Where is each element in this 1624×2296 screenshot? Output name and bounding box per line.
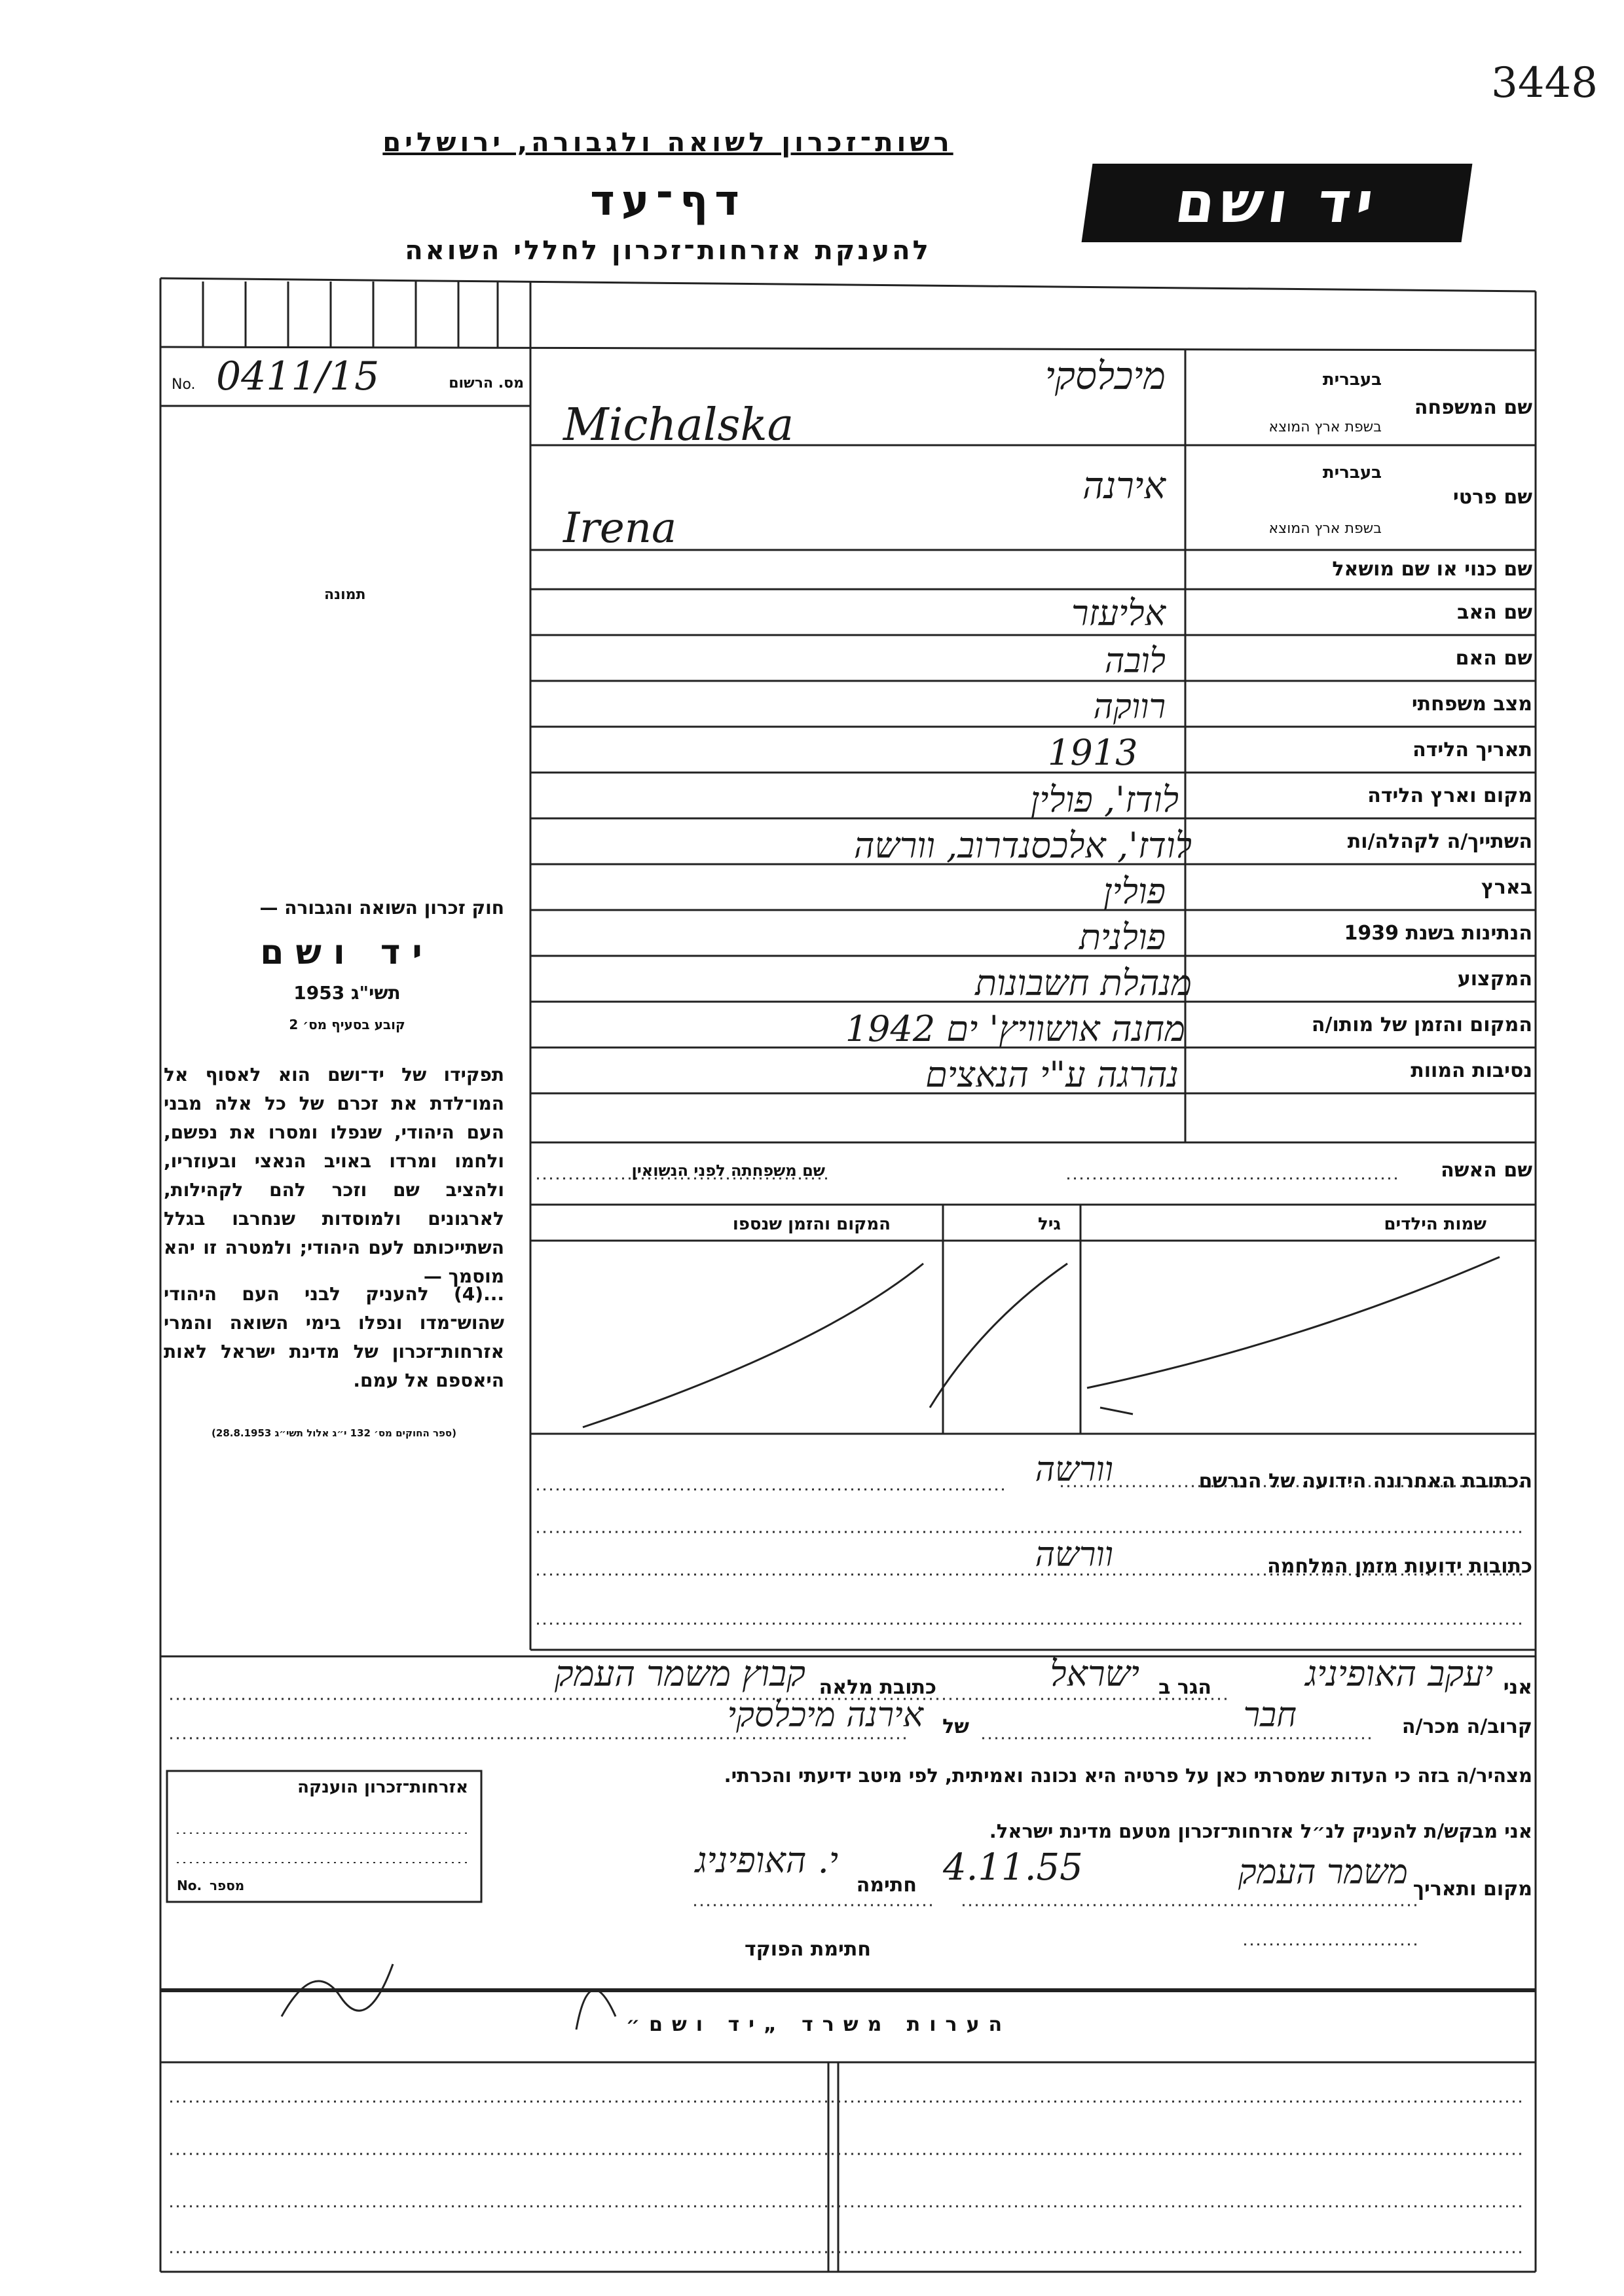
registration-no-label: No.: [172, 376, 196, 393]
value-circumstances: נהרגה ע"י הנאצים: [925, 1054, 1179, 1095]
label-first-origin: בשפת ארץ המוצא: [1268, 520, 1382, 537]
label-birth-place: מקום וארץ הלידה: [1367, 784, 1532, 807]
value-birth-date: 1913: [1048, 732, 1138, 773]
law-name: יד ושם: [260, 933, 434, 972]
value-father: אליעזר: [1071, 592, 1166, 634]
label-first-name: שם פרטי: [1452, 486, 1532, 509]
value-relation: חבר: [1243, 1696, 1297, 1735]
label-resides: הגר ב: [1158, 1676, 1211, 1699]
label-nationality: הנתינות בשנת 1939: [1344, 922, 1532, 945]
registration-label: מס. הרשום: [449, 375, 524, 392]
label-full-address: כתובת מלאה: [819, 1676, 936, 1699]
label-i: אני: [1503, 1676, 1532, 1699]
label-birth-date: תאריך הלידה: [1412, 738, 1532, 761]
sheet-number: 3448: [1491, 59, 1598, 107]
label-communities: השתייך/ה לקהלה/ות: [1347, 830, 1532, 853]
remarks-heading: הערות משרד „יד ושם״: [625, 2013, 1012, 2036]
law-reference: (ספר החוקים מס׳ 132 י״ג אלול תשי״ג 28.8.1953): [212, 1427, 456, 1439]
law-year: תשי"ג 1953: [293, 982, 401, 1004]
label-death: המקום והזמן של מותו/ה: [1311, 1013, 1532, 1036]
declaration-text: מצהיר/ה בזה כי העדות שמסרתי כאן על פרטיה היא נכונה ואמיתית, לפי מיטב ידיעתי והכרתי.: [724, 1764, 1532, 1787]
label-wife-maiden: שם משפחתה לפני הנשואין: [631, 1161, 825, 1180]
law-text: תפקידו של יד־ושם הוא לאסוף אל המו־לדת את זכרם של כל אלה מבני העם היהודי, שנפלו ומסרו את נפשם, ולחמו ומרדו באויב הנאצי ובעוזריו, ולהציב שם וזכר להם לקהילות, לארגונים ולמוסדות שנחרבו בגלל השתייכותם לעם היהודי; ולמטרה זו יהא מוסמך —: [164, 1064, 504, 1287]
value-nationality: פולנית: [1079, 917, 1166, 958]
label-country: בארץ: [1481, 876, 1532, 899]
value-family-latin: Michalska: [563, 399, 794, 451]
label-family-hebrew: בעברית: [1322, 370, 1382, 390]
label-father: שם האב: [1457, 601, 1532, 624]
label-of: של: [942, 1715, 969, 1738]
label-wartime-address: כתובות ידועות מזמן המלחמה: [1267, 1555, 1532, 1578]
label-officer-signature: חתימת הפוקד: [745, 1938, 871, 1961]
law-text-clause-4: ...(4) להעניק לבני העם היהודי שהוש־מדו ונפלו בימי השואה והמרי אזרחות־זכרון של מדינת ישראל לאות היאספם אל עמם.: [164, 1283, 504, 1391]
children-header-names: שמות הילדים: [1384, 1214, 1486, 1234]
value-date: 4.11.55: [943, 1846, 1083, 1889]
label-last-address: הכתובת האחרונה הידועה של הנרשם: [1198, 1470, 1532, 1493]
law-title: חוק זכרון השואה והגבורה —: [259, 897, 504, 919]
authority-heading: רשות־זכרון לשואה ולגבורה, ירושלים: [382, 128, 953, 158]
value-communities: לודז', אלכסנדרוב, וורשה: [853, 825, 1192, 866]
value-country: פולין: [1103, 871, 1166, 912]
value-first-hebrew: אירנה: [1082, 465, 1166, 507]
form-subtitle: להענקת אזרחות־זכרון לחללי השואה: [405, 236, 931, 266]
label-marital: מצב משפחתי: [1411, 693, 1532, 716]
label-profession: המקצוע: [1457, 968, 1532, 991]
value-mother: לובה: [1104, 642, 1166, 681]
label-place-date: מקום ותאריך: [1412, 1878, 1532, 1901]
value-wartime-address: וורשה: [1035, 1535, 1113, 1575]
value-last-address: וורשה: [1035, 1450, 1113, 1489]
photo-label: תמונה: [324, 587, 366, 603]
value-resides: ישראל: [1050, 1653, 1139, 1694]
label-signature: חתימה: [856, 1874, 917, 1897]
value-first-latin: Irena: [563, 504, 677, 553]
label-wife: שם האשה: [1441, 1159, 1532, 1182]
value-birth-place: לודז', פולין: [1030, 779, 1179, 820]
citizenship-box-title: אזרחות־זכרון הוענקה: [297, 1777, 468, 1797]
value-full-address: קבוץ משמר העמק: [554, 1653, 805, 1694]
value-marital: רווקה: [1093, 687, 1166, 727]
request-text: אני מבקש/ת להעניק לנ״ל אזרחות־זכרון מטעם מדינת ישראל.: [989, 1820, 1532, 1842]
value-death: מחנה אושוויץ' ים 1942: [845, 1008, 1185, 1049]
registration-number: 0411/15: [216, 354, 380, 399]
label-family-name: שם המשפחה: [1414, 396, 1532, 419]
logo-text: יד ושם: [1171, 170, 1383, 236]
value-place: משמר העמק: [1238, 1853, 1408, 1892]
children-header-age: גיל: [1037, 1214, 1061, 1234]
label-nickname: שם כנוי או שם מושאל: [1332, 558, 1532, 581]
form-title: דף־עד: [590, 177, 746, 225]
label-mother: שם האם: [1455, 647, 1532, 670]
value-signature: י. האופיניג: [695, 1840, 838, 1881]
value-profession: מנהלת חשבונות: [975, 962, 1192, 1004]
citizenship-no-label: No.: [177, 1878, 202, 1893]
citizenship-number-label: מספר: [210, 1878, 245, 1893]
value-family-hebrew: מיכלסקי: [1044, 354, 1166, 398]
label-circumstances: נסיבות המוות: [1411, 1059, 1532, 1082]
label-family-origin: בשפת ארץ המוצא: [1268, 419, 1382, 435]
children-header-place: המקום והזמן שנספו: [732, 1214, 891, 1234]
value-of: אירנה מיכלסקי: [727, 1696, 923, 1735]
label-first-hebrew: בעברית: [1322, 463, 1382, 483]
value-declarant-name: יעקב האופיניג: [1305, 1653, 1493, 1694]
law-clause: קובע בסעיף מס׳ 2: [289, 1017, 405, 1032]
label-relation: קרוב/ה מכר/ה: [1401, 1715, 1532, 1738]
